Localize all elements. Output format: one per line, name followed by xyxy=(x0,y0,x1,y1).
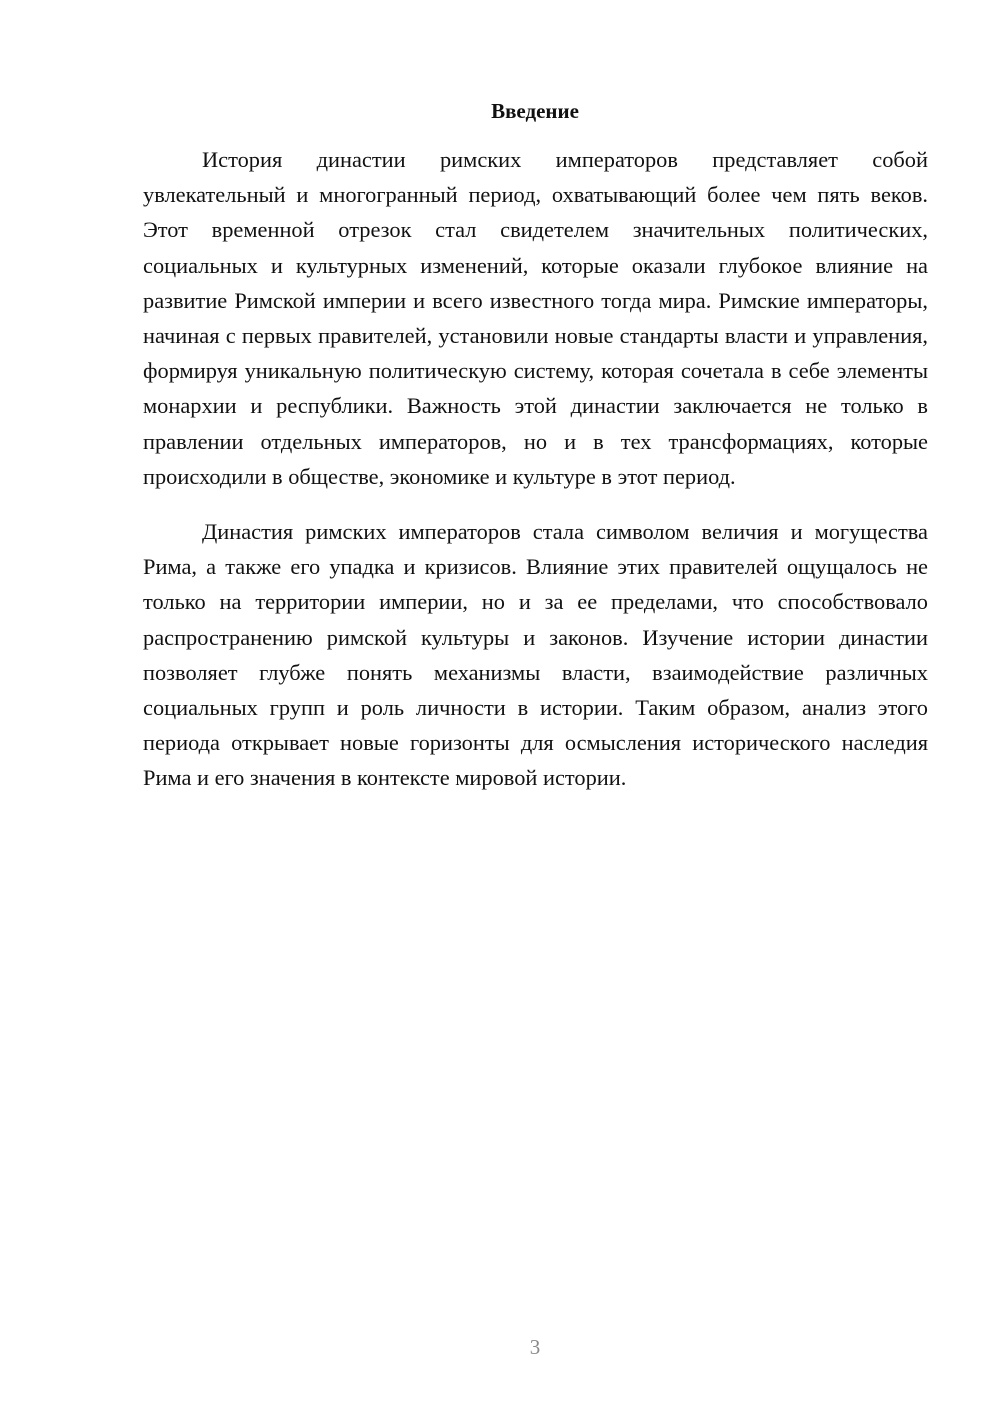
document-body xyxy=(143,142,928,796)
page-number: 3 xyxy=(529,1335,541,1359)
paragraph-1: История династии римских императоров представляет собой увлекательный и многогранный период, охватывающий более чем пять веков. Этот временной отрезок стал свидетелем значительных политических, социальных и культурных изменений, которые оказали глубокое влияние на развитие Римской империи и всего известного тогда мира. Римские императоры, начиная с первых правителей, установили новые стандарты власти и управления, формируя уникальную политическую систему, которая сочетала в себе элементы монархии и республики. Важность этой династии заключается не только в правлении отдельных императоров, но и в тех трансформациях, которые происходили в обществе, экономике и культуре в этот период. xyxy=(143,147,928,489)
paragraph-2: Династия римских императоров стала символом величия и могущества Рима, а также его упадка и кризисов. Влияние этих правителей ощущалось не только на территории империи, но и за ее пределами, что способствовало распространению римской культуры и законов. Изучение истории династии позволяет глубже понять механизмы власти, взаимодействие различных социальных групп и роль личности в истории. Таким образом, анализ этого периода открывает новые горизонты для осмысления исторического наследия Рима и его значения в контексте мировой истории. xyxy=(143,519,928,791)
page-title: Введение xyxy=(491,99,579,123)
